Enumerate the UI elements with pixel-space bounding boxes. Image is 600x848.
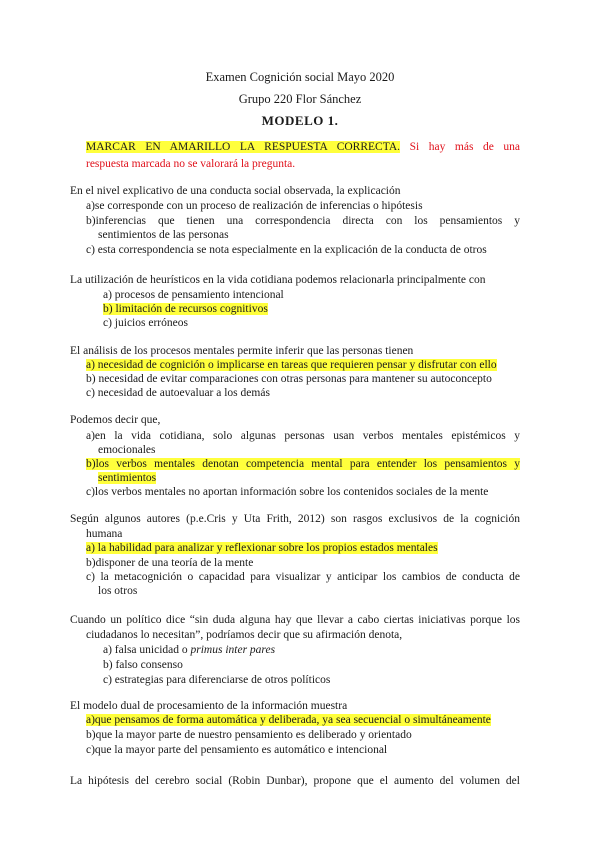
q7-option-b: b)que la mayor parte de nuestro pensamiento es deliberado y orientado bbox=[86, 729, 412, 741]
instruction-line-1 bbox=[86, 141, 520, 153]
question-5-stem: Según algunos autores (p.e.Cris y Uta Frith, 2012) son rasgos exclusivos de la cognición bbox=[70, 513, 520, 525]
q4-option-a: a)en la vida cotidiana, solo algunas personas usan verbos mentales epistémicos y bbox=[86, 430, 520, 442]
q5-option-b: b)disponer de una teoría de la mente bbox=[86, 557, 254, 569]
q3-option-a bbox=[86, 359, 497, 371]
q3-option-b: b) necesidad de evitar comparaciones con otras personas para mantener su autoconcepto bbox=[86, 373, 492, 385]
q5-option-c: c) la metacognición o capacidad para visualizar y anticipar los cambios de conducta de bbox=[86, 571, 520, 583]
q6-option-a bbox=[103, 644, 275, 656]
q3-option-a-text: a) necesidad de cognición o implicarse en tareas que requieren pensar y disfrutar con ello bbox=[86, 359, 497, 371]
q5-option-c-cont: los otros bbox=[98, 585, 138, 597]
q7-option-a bbox=[86, 714, 491, 726]
instruction-line-2: respuesta marcada no se valorará la pregunta. bbox=[86, 158, 296, 170]
question-7-stem: El modelo dual de procesamiento de la información muestra bbox=[70, 700, 348, 712]
q6-option-c: c) estrategias para diferenciarse de otros políticos bbox=[103, 674, 331, 686]
q1-option-b: b)inferencias que tienen una correspondencia directa con los pensamientos y bbox=[86, 215, 520, 227]
q1-option-a: a)se corresponde con un proceso de realización de inferencias o hipótesis bbox=[86, 200, 423, 212]
model-heading: MODELO 1. bbox=[261, 113, 339, 128]
question-2-stem: La utilización de heurísticos en la vida cotidiana podemos relacionarla principalmente con bbox=[70, 274, 486, 286]
question-5-stem-cont: humana bbox=[86, 528, 123, 540]
q7-option-a-text: a)que pensamos de forma automática y deliberada, ya sea secuencial o simultáneamente bbox=[86, 714, 491, 726]
q4-option-c: c)los verbos mentales no aportan información sobre los contenidos sociales de la mente bbox=[86, 486, 489, 498]
question-4-stem: Podemos decir que, bbox=[70, 414, 161, 426]
question-1-stem: En el nivel explicativo de una conducta social observada, la explicación bbox=[70, 185, 401, 197]
exam-title: Examen Cognición social Mayo 2020 bbox=[205, 70, 395, 84]
q4-option-b-cont bbox=[98, 472, 156, 484]
q7-option-c: c)que la mayor parte del pensamiento es automático e intencional bbox=[86, 744, 388, 756]
question-3-stem: El análisis de los procesos mentales permite inferir que las personas tienen bbox=[70, 345, 414, 357]
q5-option-a bbox=[86, 542, 438, 554]
q6-option-a-text: a) falsa unicidad o bbox=[103, 644, 191, 656]
q1-option-b-cont: sentimientos de las personas bbox=[98, 229, 229, 241]
q2-option-a: a) procesos de pensamiento intencional bbox=[103, 289, 284, 301]
q2-option-b bbox=[103, 303, 268, 315]
q2-option-c: c) juicios erróneos bbox=[103, 317, 188, 329]
instruction-warning: Si hay más de una bbox=[409, 141, 520, 153]
q2-option-b-text: b) limitación de recursos cognitivos bbox=[103, 303, 268, 315]
q3-option-c: c) necesidad de autoevaluar a los demás bbox=[86, 387, 270, 399]
q1-option-c: c) esta correspondencia se nota especialmente en la explicación de la conducta de otros bbox=[86, 244, 487, 256]
question-6-stem: Cuando un político dice “sin duda alguna hay que llevar a cabo ciertas iniciativas porque los bbox=[70, 614, 520, 626]
q6-option-b: b) falso consenso bbox=[103, 659, 183, 671]
question-6-stem-cont: ciudadanos lo necesitan”, podríamos decir que su afirmación denota, bbox=[86, 629, 403, 641]
q4-option-b-cont-text: sentimientos bbox=[98, 472, 157, 484]
q5-option-a-text: a) la habilidad para analizar y reflexionar sobre los propios estados mentales bbox=[86, 542, 438, 554]
question-8-stem: La hipótesis del cerebro social (Robin Dunbar), propone que el aumento del volumen del bbox=[70, 775, 520, 787]
q6-option-a-latin: primus inter pares bbox=[190, 644, 276, 656]
q4-option-a-cont: emocionales bbox=[98, 444, 156, 456]
instruction-highlight: MARCAR EN AMARILLO LA RESPUESTA CORRECTA. bbox=[86, 141, 401, 153]
q4-option-b: b)los verbos mentales denotan competencia mental para entender los pensamientos y bbox=[86, 458, 520, 470]
group-line: Grupo 220 Flor Sánchez bbox=[238, 92, 362, 106]
